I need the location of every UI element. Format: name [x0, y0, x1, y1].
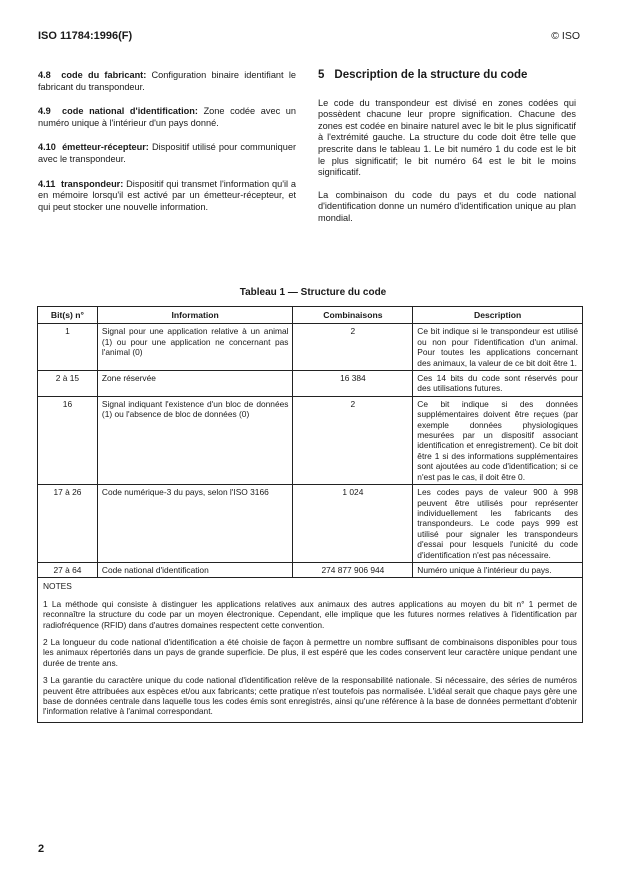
table-row	[38, 396, 583, 484]
table-header-row	[38, 307, 583, 324]
bits-cell: 2 à 15	[38, 371, 98, 397]
information-cell: Code national d'identification	[97, 562, 293, 577]
notes-row	[38, 578, 583, 722]
table-title: Tableau 1 — Structure du code	[239, 287, 387, 298]
table-row	[38, 562, 583, 577]
definition-text: Dispositif utilisé pour communiquer avec le transpondeur.	[38, 142, 297, 164]
page-number: 2	[38, 843, 45, 855]
information-cell: Zone réservée	[97, 371, 293, 397]
bits-cell: 1	[38, 324, 98, 371]
column-header-bits: Bit(s) n°	[38, 307, 98, 324]
notes-title: NOTES	[43, 581, 72, 592]
copyright-mark: © ISO	[551, 30, 580, 42]
column-header-combinations: Combinaisons	[293, 307, 413, 324]
combinations-cell: 2	[293, 396, 413, 484]
definition-number: 4.9	[38, 106, 51, 117]
definition-4-8	[38, 70, 296, 93]
section-5	[318, 70, 576, 236]
section-paragraph: La combinaison du code du pays et du code national d'identification donne un numéro d'identification unique au plan mondial.	[318, 189, 576, 223]
definition-text: Configuration binaire identifiant le fabricant du transpondeur.	[38, 70, 296, 92]
description-cell: Ces 14 bits du code sont réservés pour des utilisations futures.	[413, 371, 583, 397]
code-structure-table	[37, 306, 583, 723]
description-cell: Ce bit indique si le transpondeur est utilisé ou non pour l'identification d'un animal. Pour toutes les applications concernant des animaux, la valeur de ce bit doit être 1.	[413, 324, 583, 371]
definitions-column	[38, 70, 296, 226]
definition-number: 4.10	[38, 142, 56, 153]
table-row	[38, 324, 583, 371]
definition-term: code du fabricant:	[61, 70, 147, 80]
combinations-cell: 274 877 906 944	[293, 562, 413, 577]
information-cell: Code numérique-3 du pays, selon l'ISO 3166	[97, 485, 293, 563]
definition-4-9	[38, 106, 296, 129]
section-number: 5	[318, 69, 325, 81]
note-item: 1 La méthode qui consiste à distinguer les applications relatives aux animaux des autres applications au moyen du bit n° 1 permet de reconnaître la structure du code par un moyen électronique. Cependant, elle implique que les futures normes relatives à l'identification par radiofréquence (RFID) dans d'autres domaines respectent cette convention.	[43, 598, 577, 630]
section-paragraph: Le code du transpondeur est divisé en zones codées qui possèdent chacune leur propre signification. Chacune des zones est codée en binaire naturel avec le bit le plus significatif à l'extrémité gauche. La structure du code doit être telle que prescrite dans le tableau 1. Le bit numéro 1 du code est le bit le plus significatif; le bit numéro 64 est le bit le moins significatif.	[318, 97, 576, 178]
definition-number: 4.8	[38, 70, 51, 80]
description-cell: Les codes pays de valeur 900 à 998 peuvent être utilisés pour représenter individuellement les fabricants des transpondeurs. Le code pays 999 est utilisé pour signaler les transpondeurs d'essai pour lesquels l'unicité du code d'identification n'est pas nécessaire.	[413, 485, 583, 563]
combinations-cell: 2	[293, 324, 413, 371]
document-reference: ISO 11784:1996(F)	[38, 30, 133, 42]
definition-term: émetteur-récepteur:	[62, 142, 149, 153]
bits-cell: 17 à 26	[38, 485, 98, 563]
description-cell: Ce bit indique si des données supplémentaires doivent être reçues (par exemple données physiologiques mesurées par un dispositif associant identification et enregistrement). Ce bit doit être 1 si des informations supplémentaires sont ajoutées au code d'identification; si ce n'est pas le cas, il doit être 0.	[413, 396, 583, 484]
information-cell: Signal pour une application relative à un animal (1) ou pour une application ne concernant pas l'animal (0)	[97, 324, 293, 371]
combinations-cell: 16 384	[293, 371, 413, 397]
bits-cell: 16	[38, 396, 98, 484]
table-row	[38, 371, 583, 397]
notes-cell	[38, 578, 583, 722]
table-row	[38, 485, 583, 563]
definition-text: Dispositif qui transmet l'information qu'il a en mémoire lorsqu'il est activé par un émetteur-récepteur, et qui peut stocker une nouvelle information.	[38, 178, 297, 212]
information-cell: Signal indiquant l'existence d'un bloc de données (1) ou l'absence de bloc de données (0)	[97, 396, 293, 484]
section-heading	[318, 70, 576, 82]
definition-4-11	[38, 179, 296, 214]
description-cell: Numéro unique à l'intérieur du pays.	[413, 562, 583, 577]
definition-text: Zone codée avec un numéro unique à l'intérieur d'un pays donné.	[38, 106, 297, 128]
combinations-cell: 1 024	[293, 485, 413, 563]
bits-cell: 27 à 64	[38, 562, 98, 577]
section-title: Description de la structure du code	[334, 69, 528, 81]
column-header-information: Information	[97, 307, 293, 324]
column-header-description: Description	[413, 307, 583, 324]
definition-term: transpondeur:	[61, 178, 124, 189]
note-item: 3 La garantie du caractère unique du code national d'identification relève de la responsabilité nationale. Si nécessaire, des séries de numéros peuvent être attribuées aux espèces et/ou aux fabricants; cette pratique n'est toutefois pas normalisée. L'idéal serait que chaque pays gère une base de données centrale dans laquelle tous les codes émis sont enregistrés, ainsi qu'une référence à la base de données permettant d'obtenir l'information relative à l'animal correspondant.	[43, 675, 577, 717]
definition-4-10	[38, 142, 296, 165]
note-item: 2 La longueur du code national d'identification a été choisie de façon à permettre un nombre suffisant de combinaisons disponibles pour tous les animaux répertoriés dans un pays de grande superficie. De plus, il est espéré que les codes conservent leur caractère unique pendant une durée de trente ans.	[43, 636, 577, 668]
definition-number: 4.11	[38, 178, 56, 189]
definition-term: code national d'identification:	[62, 106, 198, 117]
